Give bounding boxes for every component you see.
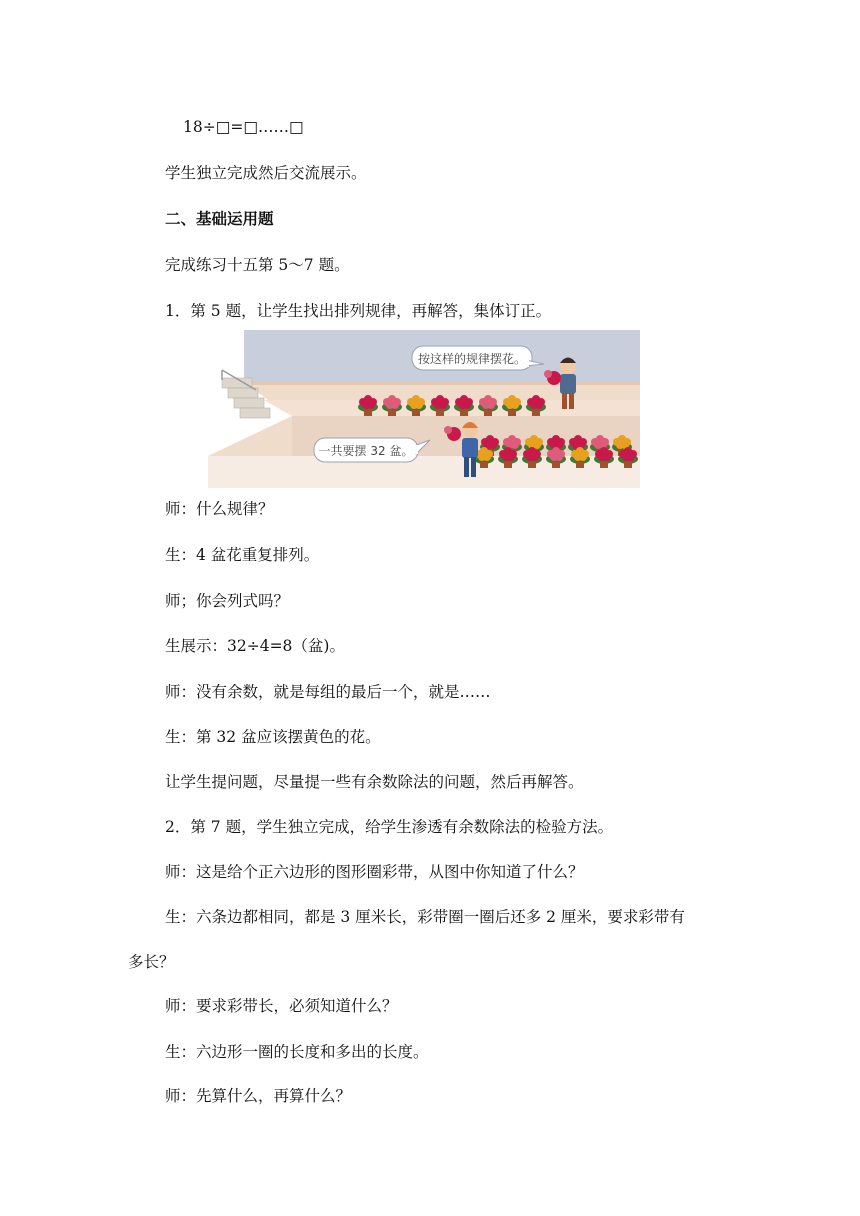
paragraph: 师；你会列式吗？ bbox=[165, 592, 290, 610]
paragraph: 完成练习十五第 5～7 题。 bbox=[165, 256, 350, 274]
paragraph: 师：这是给个正六边形的图形圈彩带，从图中你知道了什么？ bbox=[165, 863, 584, 881]
paragraph: 师：没有余数，就是每组的最后一个，就是…… bbox=[165, 683, 491, 701]
speech-bubble-bottom bbox=[314, 438, 430, 462]
paragraph: 生展示：32÷4=8（盆)。 bbox=[165, 637, 345, 655]
paragraph: 师：先算什么，再算什么？ bbox=[165, 1087, 352, 1105]
speech-bubble-top bbox=[412, 346, 544, 370]
paragraph: 2．第 7 题，学生独立完成，给学生渗透有余数除法的检验方法。 bbox=[165, 818, 614, 836]
paragraph: 师：要求彩带长，必须知道什么？ bbox=[165, 997, 398, 1015]
paragraph: 生：4 盆花重复排列。 bbox=[165, 546, 320, 564]
svg-text:按这样的规律摆花。: 按这样的规律摆花。 bbox=[417, 352, 527, 366]
flower-arrangement-illustration bbox=[208, 330, 640, 488]
svg-text:一共要摆 32 盆。: 一共要摆 32 盆。 bbox=[318, 444, 414, 458]
paragraph: 学生独立完成然后交流展示。 bbox=[165, 164, 367, 182]
paragraph: 1．第 5 题，让学生找出排列规律，再解答，集体订正。 bbox=[165, 302, 552, 320]
paragraph: 生：六边形一圈的长度和多出的长度。 bbox=[165, 1043, 429, 1061]
paragraph: 让学生提问题，尽量提一些有余数除法的问题，然后再解答。 bbox=[165, 773, 584, 791]
paragraph: 生：第 32 盆应该摆黄色的花。 bbox=[165, 728, 381, 746]
formula-line: 18÷□=□……□ bbox=[183, 118, 304, 136]
paragraph: 生：六条边都相同，都是 3 厘米长，彩带圈一圈后还多 2 厘米，要求彩带有 bbox=[165, 908, 685, 926]
paragraph: 师：什么规律？ bbox=[165, 500, 274, 518]
paragraph-continuation: 多长？ bbox=[128, 953, 175, 971]
section-heading: 二、基础运用题 bbox=[165, 209, 274, 228]
